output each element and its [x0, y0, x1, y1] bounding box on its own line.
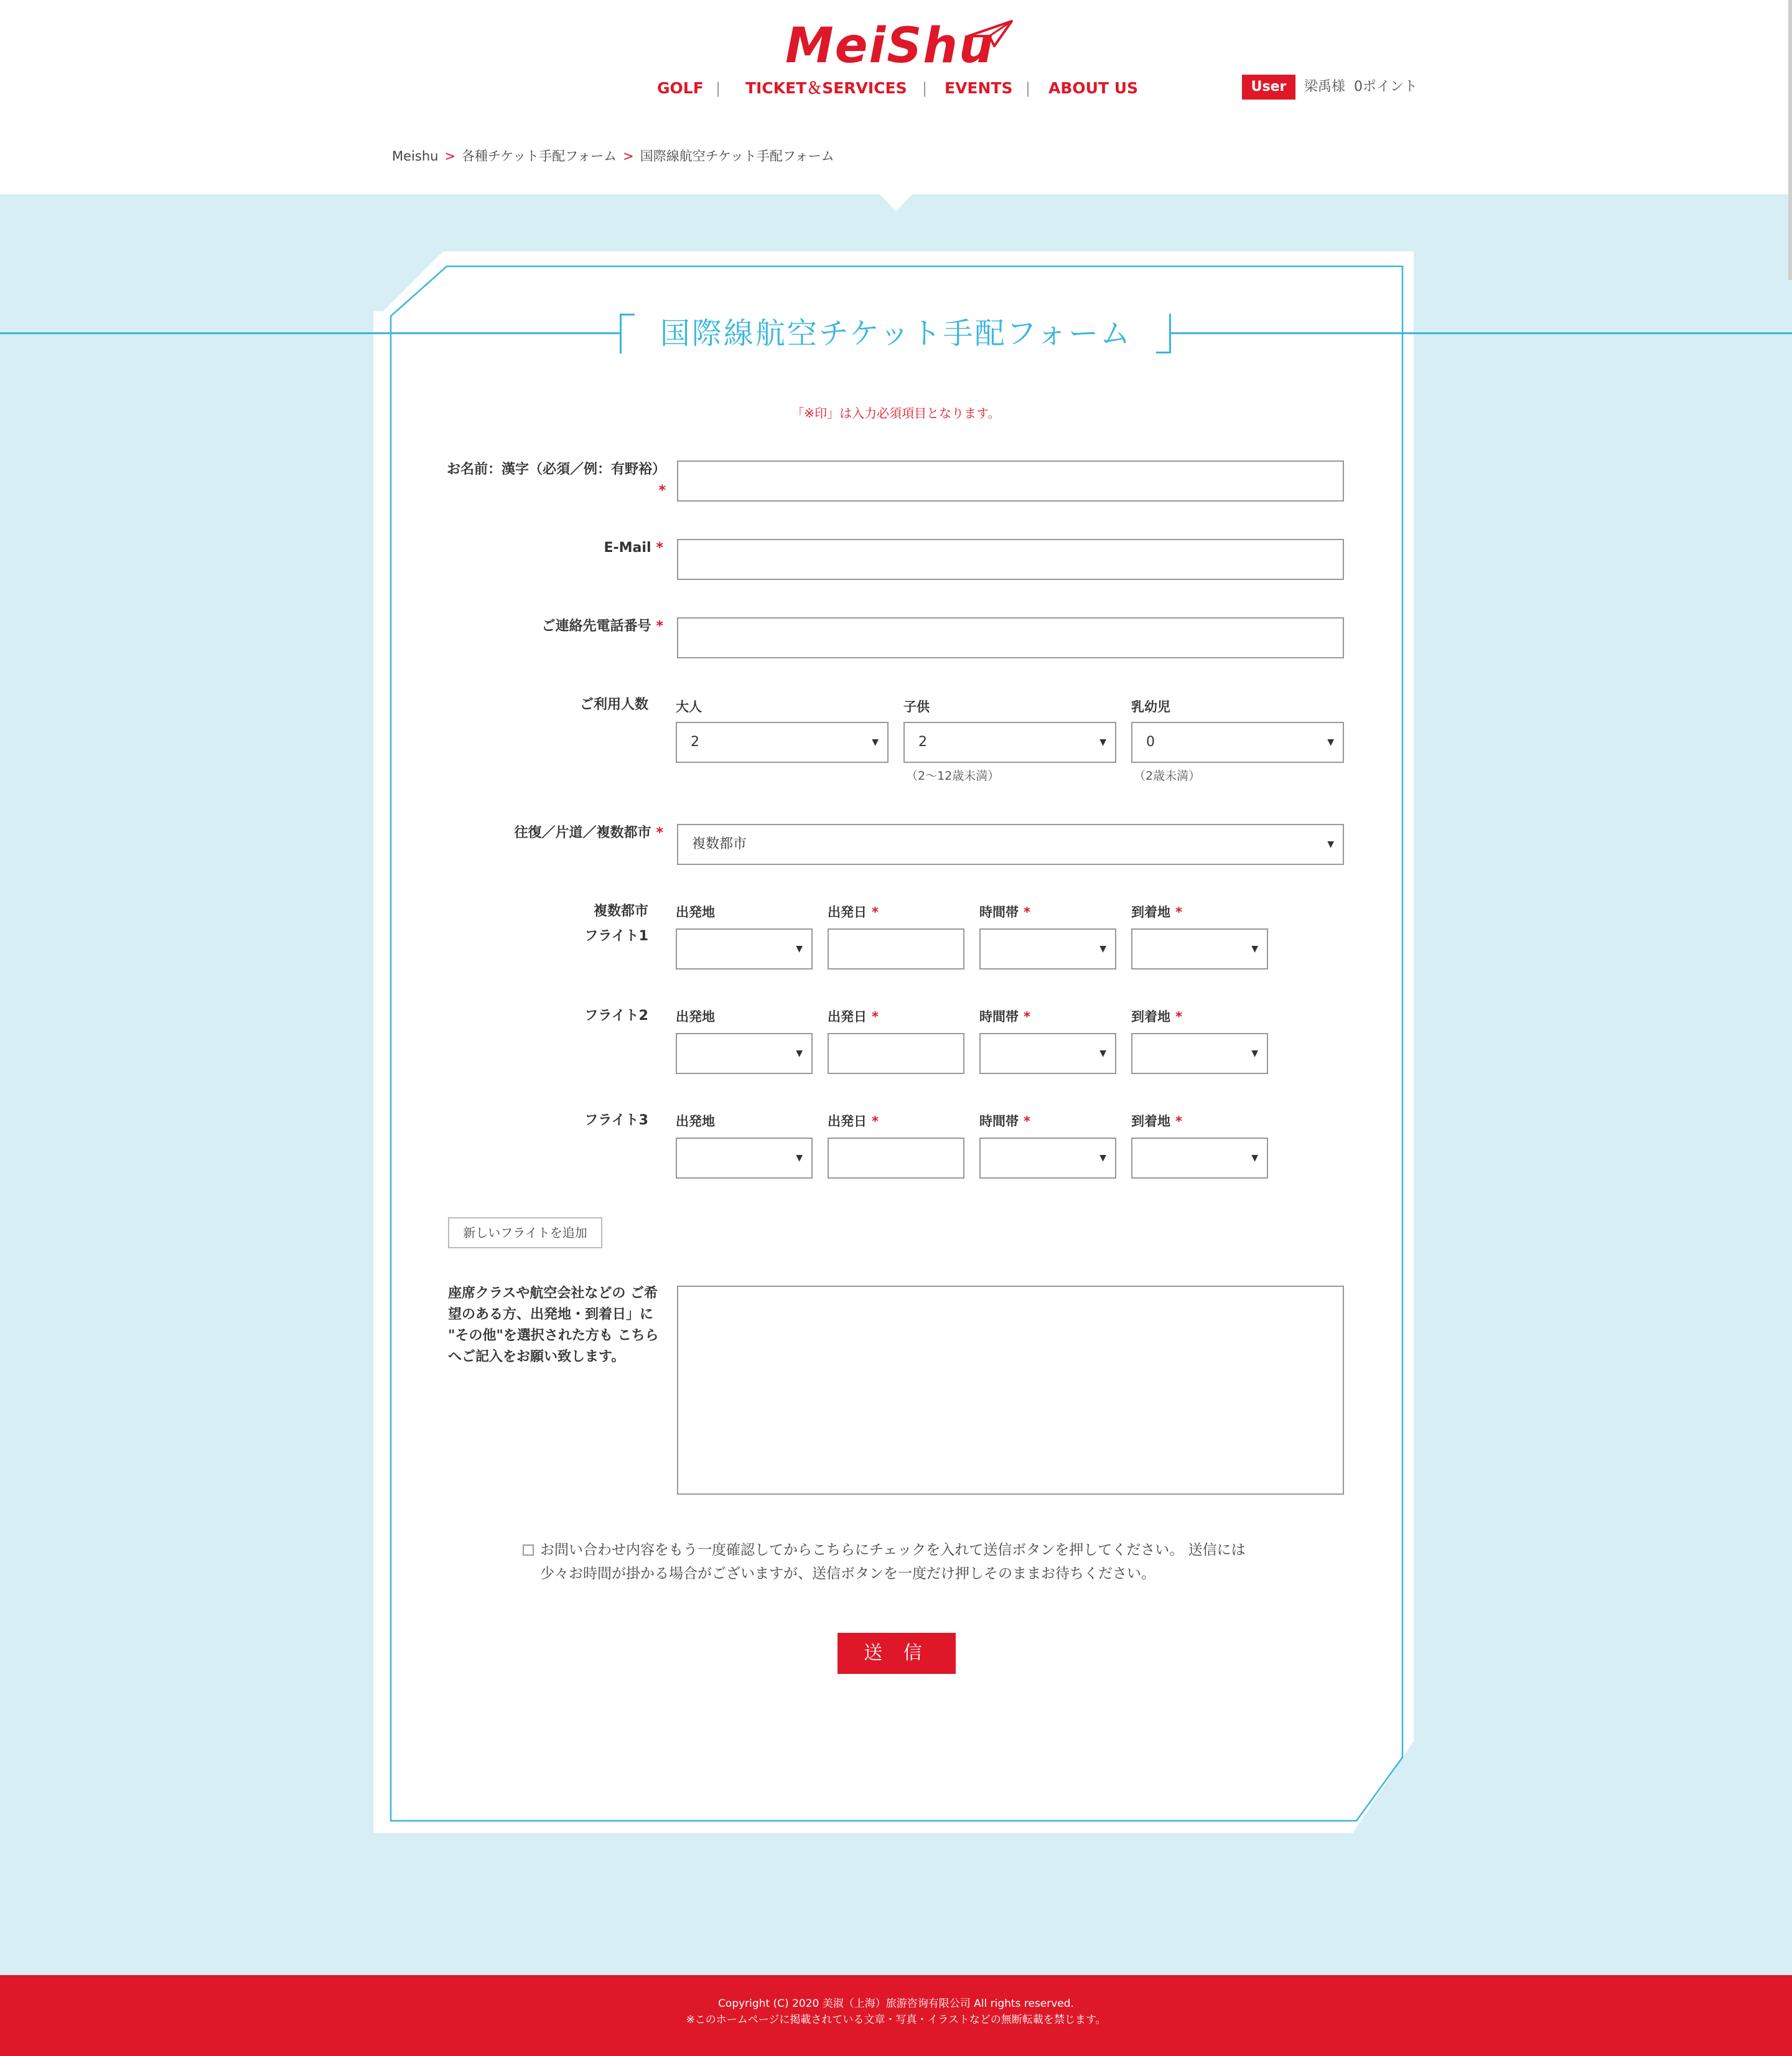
flight-1-origin-label: 出発地: [676, 905, 715, 920]
child-value: 2: [918, 734, 927, 750]
flight-3-destination-label: 到着地 *: [1131, 1114, 1182, 1129]
chevron-down-icon: ▼: [796, 944, 803, 954]
flight-2-date-input[interactable]: [828, 1033, 964, 1074]
nav-about-us[interactable]: ABOUT US: [1048, 79, 1139, 97]
infant-select[interactable]: [1131, 722, 1344, 763]
site-footer: [0, 1975, 1792, 2056]
trip-type-value: 複数都市: [692, 836, 747, 852]
footer-notice: ※このホームページに掲載されている文章・写真・イラストなどの無断転載を禁じます。: [686, 2014, 1106, 2026]
add-flight-button[interactable]: 新しいフライトを追加: [448, 1217, 602, 1248]
chevron-down-icon: ▼: [1327, 737, 1334, 747]
trip-type-label-text: 往復／片道／複数都市: [514, 825, 651, 841]
flight-3-destination-select[interactable]: [1131, 1138, 1268, 1179]
flight-1-destination-label: 到着地 *: [1131, 905, 1182, 920]
breadcrumb-current: 国際線航空チケット手配フォーム: [640, 149, 834, 164]
email-label: [448, 538, 663, 559]
chevron-down-icon: ▼: [1099, 1049, 1106, 1058]
nav-ticket-services[interactable]: TICKET＆SERVICES: [745, 79, 907, 97]
nav-events[interactable]: EVENTS: [945, 79, 1013, 97]
adult-value: 2: [691, 734, 699, 750]
flight-2-destination-label: 到着地 *: [1131, 1009, 1182, 1024]
logo-text: MeiShu: [785, 18, 995, 74]
trip-type-select[interactable]: [677, 824, 1344, 865]
chevron-down-icon: ▼: [796, 1153, 803, 1163]
flight-2-origin-select[interactable]: [676, 1033, 813, 1074]
phone-label-text: ご連絡先電話番号: [541, 619, 651, 634]
submit-button[interactable]: 送 信: [838, 1633, 956, 1674]
name-input[interactable]: [677, 460, 1344, 502]
child-select[interactable]: [903, 722, 1116, 763]
flight-1-date-input[interactable]: [828, 928, 964, 970]
form-title: 国際線航空チケット手配フォーム: [660, 316, 1132, 351]
trip-type-label: [448, 823, 663, 844]
breadcrumb-notch: [880, 194, 912, 212]
confirm-text: お問い合わせ内容をもう一度確認してからこちらにチェックを入れて送信ボタンを押してください。 送信には少々お時間が掛かる場合がございますが、送信ボタンを一度だけ押しそのままお待ちください。: [540, 1542, 1246, 1582]
user-name: 梁禹様: [1304, 79, 1346, 95]
paper-plane-icon: [966, 17, 1015, 52]
chevron-down-icon: ▼: [1251, 944, 1258, 954]
user-badge[interactable]: User: [1242, 75, 1295, 100]
flight-1-time-select[interactable]: [979, 928, 1116, 970]
chevron-down-icon: ▼: [1099, 944, 1106, 954]
nav-separator: |: [1025, 80, 1031, 97]
title-line-left: [0, 332, 620, 334]
chevron-down-icon: ▼: [796, 1049, 803, 1058]
name-label-text: お名前：漢字（必須／例：有野裕）: [446, 462, 666, 477]
confirm-checkbox[interactable]: [523, 1544, 534, 1556]
breadcrumb: [392, 146, 834, 167]
email-label-text: E-Mail: [604, 540, 651, 556]
multi-city-label: 複数都市: [593, 904, 648, 919]
phone-input[interactable]: [677, 617, 1344, 658]
adult-select[interactable]: [676, 722, 889, 763]
people-label: ご利用人数: [579, 697, 648, 713]
nav-golf[interactable]: GOLF: [657, 79, 704, 97]
flight-3-origin-label: 出発地: [676, 1114, 715, 1129]
meishu-logo[interactable]: [785, 17, 1009, 72]
breadcrumb-separator: >: [444, 149, 456, 164]
flight-3-time-label: 時間帯 *: [979, 1114, 1030, 1129]
phone-label: [448, 616, 663, 637]
required-mark: *: [656, 825, 663, 841]
flight-2-destination-select[interactable]: [1131, 1033, 1268, 1074]
nav-separator: |: [716, 80, 721, 97]
notes-label: 座席クラスや航空会社などの ご希望のある方、出発地・到着日」に "その他"を選択された方も こちらへご記入をお願い致します。: [448, 1286, 659, 1365]
chevron-down-icon: ▼: [1251, 1049, 1258, 1058]
flight-2-date-label: 出発日 *: [828, 1009, 879, 1024]
flight-2-label: フライト2: [584, 1008, 648, 1024]
flight-1-label: フライト1: [584, 928, 648, 944]
flight-1-origin-select[interactable]: [676, 928, 813, 970]
user-points: 0ポイント: [1354, 79, 1417, 95]
flight-2-origin-label: 出発地: [676, 1009, 715, 1024]
chevron-down-icon: ▼: [1099, 1153, 1106, 1163]
flight-3-origin-select[interactable]: [676, 1138, 813, 1179]
nav-separator: |: [922, 80, 928, 97]
flight-1-time-label: 時間帯 *: [979, 905, 1030, 920]
flight-3-time-select[interactable]: [979, 1138, 1116, 1179]
email-input[interactable]: [677, 539, 1344, 580]
infant-label: 乳幼児: [1131, 699, 1170, 714]
flight-1-date-label: 出発日 *: [828, 905, 879, 920]
flight-1-destination-select[interactable]: [1131, 928, 1268, 970]
required-mark: *: [658, 483, 666, 498]
required-mark: *: [656, 540, 663, 556]
breadcrumb-separator: >: [623, 149, 634, 164]
child-label: 子供: [903, 699, 930, 714]
required-mark: *: [656, 619, 663, 634]
chevron-down-icon: ▼: [872, 737, 879, 747]
chevron-down-icon: ▼: [1327, 839, 1334, 849]
child-note: （2〜12歳未満）: [906, 769, 1000, 783]
breadcrumb-home[interactable]: Meishu: [392, 149, 439, 164]
name-label: [436, 459, 666, 502]
flight-3-date-input[interactable]: [828, 1138, 964, 1179]
site-header: [0, 0, 1792, 194]
notes-textarea[interactable]: [677, 1286, 1344, 1495]
footer-copyright: Copyright (C) 2020 美淑（上海）旅游咨询有限公司 All rights reserved.: [718, 1998, 1074, 2010]
chevron-down-icon: ▼: [1251, 1153, 1258, 1163]
breadcrumb-ticket-forms[interactable]: 各種チケット手配フォーム: [462, 149, 617, 164]
flight-3-label: フライト3: [584, 1113, 648, 1128]
flight-3-date-label: 出発日 *: [828, 1114, 879, 1129]
page-scrollbar[interactable]: [1788, 0, 1792, 280]
title-line-right: [1171, 332, 1792, 334]
chevron-down-icon: ▼: [1099, 737, 1106, 747]
flight-2-time-select[interactable]: [979, 1033, 1116, 1074]
infant-note: （2歳未満）: [1134, 769, 1201, 783]
infant-value: 0: [1146, 734, 1155, 750]
required-note: 「※印」は入力必須項目となります。: [791, 406, 1001, 421]
adult-label: 大人: [676, 699, 702, 714]
flight-2-time-label: 時間帯 *: [979, 1009, 1030, 1024]
